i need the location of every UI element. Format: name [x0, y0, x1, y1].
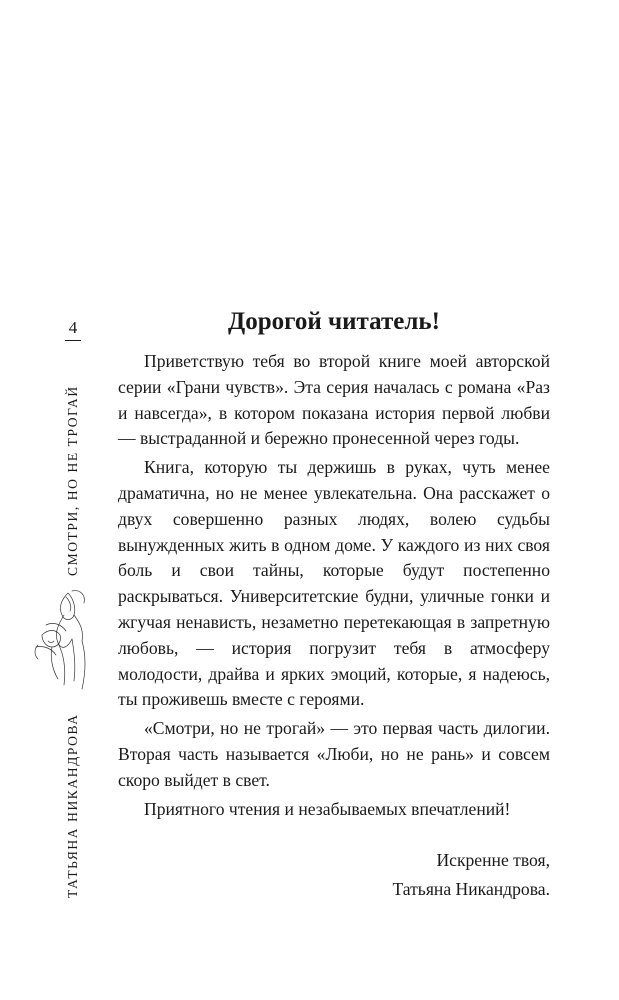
- signature-line-1: Искренне твоя,: [436, 850, 550, 871]
- letter-paragraph-3: «Смотри, но не трогай» — это первая часть дилогии. Вторая часть называется «Люби, но не рань» и совсем скоро выйдет в свет.: [118, 718, 550, 790]
- letter-paragraph-1: Приветствую тебя во второй книге моей авторской серии «Грани чувств». Эта серия началась с романа «Раз и навсегда», в котором показана история первой любви — выстраданной и бережно пронесенной через годы.: [118, 351, 550, 449]
- page-number-rule: [65, 340, 81, 341]
- signature-line-2: Татьяна Никандрова.: [392, 879, 550, 900]
- letter-paragraph-2: Книга, которую ты держишь в руках, чуть менее драматична, но не менее увлекательна. Она расскажет о двух совершенно разных людях, волею судьбы вынужденных жить в одном доме. У каждого из них своя боль и свои тайны, которые будут постепенно раскрываться. Университетские будни, уличные гонки и жгучая ненависть, незаметно перетекающая в запретную любовь, — история погрузит тебя в атмосферу молодости, драйва и ярких эмоций, которые, я надеюсь, ты проживешь вместе с героями.: [118, 457, 550, 710]
- page-number: 4: [68, 318, 78, 337]
- couple-sketch-illustration: [28, 585, 106, 695]
- running-title-author: ТАТЬЯНА НИКАНДРОВА: [65, 713, 80, 899]
- letter-paragraph-4: Приятного чтения и незабываемых впечатлений!: [144, 798, 511, 819]
- letter-title: Дорогой читатель!: [228, 308, 440, 335]
- running-title-book: СМОТРИ, НО НЕ ТРОГАЙ: [65, 385, 80, 576]
- letter: [118, 305, 550, 904]
- signature: [118, 846, 550, 904]
